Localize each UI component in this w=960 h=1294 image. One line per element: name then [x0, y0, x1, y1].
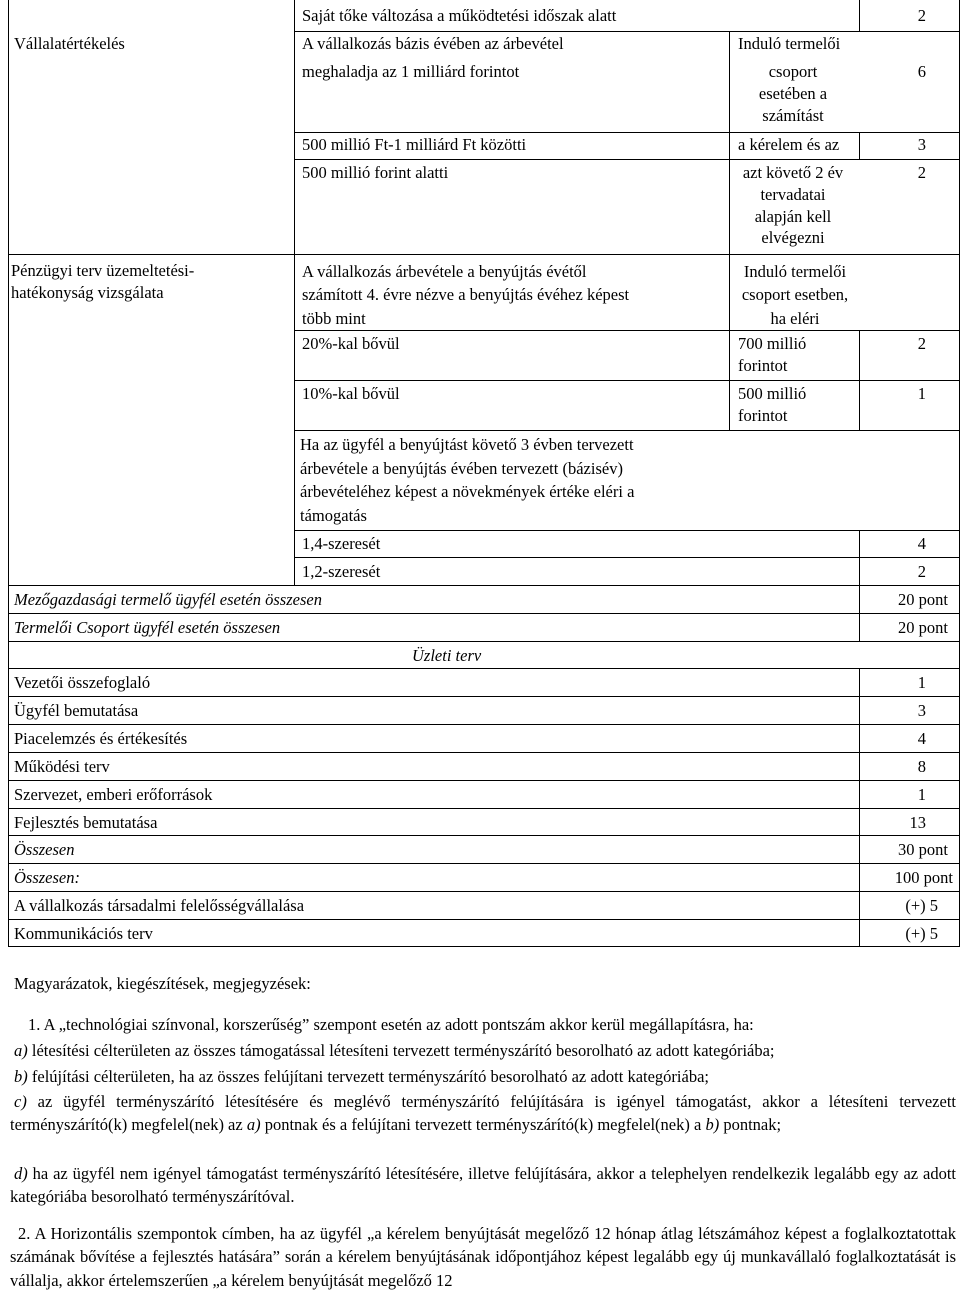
- rule: [8, 668, 960, 669]
- row-communication: Kommunikációs terv: [14, 924, 153, 943]
- item-mark: b): [14, 1067, 28, 1086]
- note-1c: [10, 1090, 956, 1137]
- rule: [8, 585, 960, 586]
- row-group-total: Termelői Csoport ügyfél esetén összesen: [14, 618, 281, 637]
- row-10-percent: 10%-kal bővül: [302, 384, 400, 403]
- score: 20 pont: [898, 590, 948, 609]
- rule: [729, 31, 730, 431]
- item-ref: a): [246, 1115, 261, 1135]
- row-1-4x: 1,4-szeresét: [302, 534, 381, 553]
- item-mark: a): [14, 1041, 28, 1060]
- rule: [294, 430, 960, 431]
- item-text: felújítási célterületen, ha az összes felújítani tervezett terményszárító besorolható az adott kategóriába;: [27, 1067, 709, 1086]
- col-note: csoport esetében a számítást: [758, 62, 828, 125]
- score: (+) 5: [905, 896, 938, 915]
- row-total: Összesen:: [14, 868, 80, 887]
- score: 100 pont: [894, 868, 953, 887]
- row-revenue-growth: A vállalkozás árbevétele a benyújtás évétől számított 4. évre nézve a benyújtás évéhez képest több mint: [302, 262, 630, 328]
- item-text: pontnak;: [719, 1115, 782, 1135]
- score: 8: [917, 757, 926, 776]
- item-ref: b): [705, 1115, 720, 1135]
- note-1b: [14, 1065, 956, 1088]
- rule: [294, 31, 960, 32]
- note-1: 1. A „technológiai színvonal, korszerűség” szempont esetén az adott pontszám akkor kerül megállapításra, ha:: [28, 1015, 754, 1034]
- score: 13: [909, 813, 926, 832]
- score: 1: [917, 785, 926, 804]
- row-subtotal: Összesen: [14, 840, 75, 859]
- row-under-500m: 500 millió forint alatti: [302, 163, 449, 182]
- row-development: Fejlesztés bemutatása: [14, 813, 158, 832]
- rule: [294, 132, 960, 133]
- row-500m-1b: 500 millió Ft-1 milliárd Ft közötti: [302, 135, 527, 154]
- item-text: ha az ügyfél nem igényel támogatást terményszárító létesítésére, illetve felújítására, akkor a telephelyen rendelkezik legalább egy az adott kategóriába besorolható terményszárítóval.: [10, 1164, 956, 1207]
- score: (+) 5: [905, 924, 938, 943]
- rule: [8, 641, 960, 642]
- rule: [8, 724, 960, 725]
- score: 20 pont: [898, 618, 948, 637]
- col-note: a kérelem és az: [738, 135, 840, 154]
- score: 1: [917, 673, 926, 692]
- note-2: 2. A Horizontális szempontok címben, ha az ügyfél „a kérelem benyújtását megelőző 12 hónap átlag létszámához képest a foglalkoztatottak számának bővítése a fejlesztés hatására” során a kérelem benyújtásának időpontjához képest legalább egy új munkavállaló foglalkoztatását is vállalja, akkor értelemszerűen „a kérelem benyújtását megelőző 12: [10, 1224, 956, 1290]
- row-1-2x: 1,2-szeresét: [302, 562, 381, 581]
- rule: [294, 0, 295, 586]
- rule: [8, 752, 960, 753]
- row-base-revenue: A vállalkozás bázis évében az árbevétel: [302, 34, 564, 53]
- score: 2: [917, 163, 926, 182]
- notes-heading: Magyarázatok, kiegészítések, megjegyzések:: [14, 974, 311, 993]
- rule: [8, 946, 960, 947]
- row-increment: Ha az ügyfél a benyújtást követő 3 évben tervezett árbevétele a benyújtás évében tervezett (bázisév) árbevételéhez képest a növekmények értéke eléri a támogatás: [300, 435, 635, 525]
- row-organization: Szervezet, emberi erőforrások: [14, 785, 213, 804]
- section-financial-plan: Pénzügyi terv üzemeltetési- hatékonyság vizsgálata: [11, 261, 195, 303]
- score: 4: [917, 534, 926, 553]
- score: 6: [917, 62, 926, 81]
- score: 2: [917, 334, 926, 353]
- score: 1: [917, 384, 926, 403]
- item-text: pontnak és a felújítani tervezett terményszárító(k) megfelel(nek) a: [260, 1115, 706, 1135]
- row-exec-summary: Vezetői összefoglaló: [14, 673, 151, 692]
- col-note: Induló termelői: [738, 34, 841, 53]
- col-note: azt követő 2 év tervadatai alapján kell elvégezni: [742, 163, 844, 248]
- rule: [8, 613, 960, 614]
- row-csr: A vállalkozás társadalmi felelősségvállalása: [14, 896, 305, 915]
- rule: [8, 254, 960, 255]
- score: 3: [917, 701, 926, 720]
- row-market: Piacelemzés és értékesítés: [14, 729, 188, 748]
- item-mark: d): [14, 1164, 28, 1183]
- score: 3: [917, 135, 926, 154]
- note-1d: [10, 1162, 956, 1209]
- rule: [8, 0, 9, 947]
- row-20-percent: 20%-kal bővül: [302, 334, 400, 353]
- score: 30 pont: [898, 840, 948, 859]
- rule: [8, 835, 960, 836]
- rule: [294, 530, 960, 531]
- item-text: az ügyfél terményszárító létesítésére és meglévő terményszárító felújítására is igényel támogatást, akkor a létesíteni tervezett terményszárító(k) megfelel(nek) az: [10, 1092, 956, 1135]
- rule: [294, 557, 960, 558]
- row-over-1-billion: meghaladja az 1 milliárd forintot: [302, 62, 520, 81]
- row-client-intro: Ügyfél bemutatása: [14, 701, 139, 720]
- rule: [8, 696, 960, 697]
- item-mark: c): [14, 1092, 27, 1111]
- rule: [294, 380, 960, 381]
- col-note: 700 millió forintot: [738, 334, 807, 375]
- rule: [8, 808, 960, 809]
- note-1a: [14, 1039, 956, 1062]
- rule: [8, 919, 960, 920]
- rule: [294, 159, 960, 160]
- score: 4: [917, 729, 926, 748]
- score: 2: [917, 562, 926, 581]
- score: 2: [917, 6, 926, 25]
- item-text: létesítési célterületen az összes támogatással létesíteni tervezett terményszárító besorolható az adott kategóriába;: [27, 1041, 775, 1060]
- rule: [8, 780, 960, 781]
- row-agri-total: Mezőgazdasági termelő ügyfél esetén összesen: [14, 590, 322, 609]
- col-note: 500 millió forintot: [738, 384, 807, 425]
- col-note: Induló termelői csoport esetben, ha eléri: [741, 262, 849, 328]
- rule: [8, 863, 960, 864]
- row-capital-change: Saját tőke változása a működtetési időszak alatt: [302, 6, 617, 25]
- row-operations: Működési terv: [14, 757, 110, 776]
- section-business-plan: Üzleti terv: [412, 646, 482, 665]
- section-company-evaluation: Vállalatértékelés: [14, 34, 125, 53]
- rule: [8, 891, 960, 892]
